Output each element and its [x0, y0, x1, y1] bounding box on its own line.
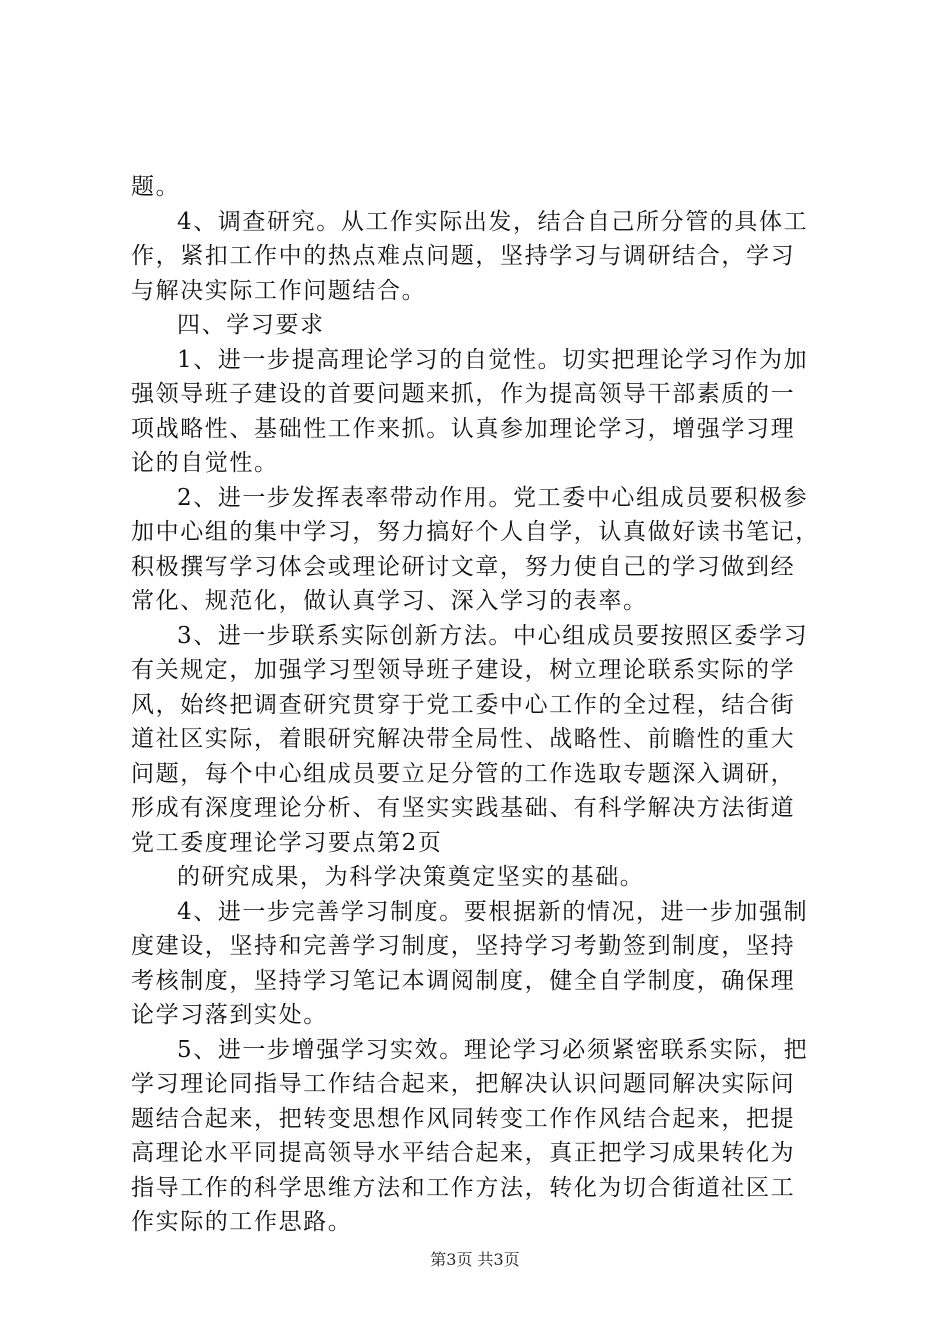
text-line: 论学习落到实处。: [131, 1002, 328, 1028]
text-line: 常化、规范化，做认真学习、深入学习的表率。: [131, 588, 648, 614]
text-line: 积极撰写学习体会或理论研讨文章，努力使自己的学习做到经: [131, 553, 796, 580]
text-line: 4、进一步完善学习制度。要根据新的情况，进一步加强制: [177, 898, 809, 925]
text-line: 题。: [131, 174, 181, 200]
text-line: 项战略性、基础性工作来抓。认真参加理论学习，增强学习理: [131, 415, 796, 442]
text-line: 道社区实际，着眼研究解决带全局性、战略性、前瞻性的重大: [131, 726, 796, 752]
text-line: 四、学习要求: [177, 312, 325, 338]
text-line: 加中心组的集中学习，努力搞好个人自学，认真做好读书笔记，: [131, 519, 820, 545]
text-line: 党工委度理论学习要点第2页: [131, 829, 443, 856]
text-line: 作实际的工作思路。: [131, 1209, 353, 1235]
text-line: 指导工作的科学思维方法和工作方法，转化为切合街道社区工: [131, 1174, 796, 1201]
page-footer: 第3页 共3页: [430, 1250, 520, 1269]
text-line: 的研究成果，为科学决策奠定坚实的基础。: [177, 864, 645, 890]
text-line: 5、进一步增强学习实效。理论学习必须紧密联系实际，把: [177, 1036, 809, 1063]
text-line: 度建设，坚持和完善学习制度，坚持学习考勤签到制度，坚持: [131, 933, 796, 959]
text-line: 学习理论同指导工作结合起来，把解决认识问题同解决实际问: [131, 1071, 796, 1097]
text-line: 考核制度，坚持学习笔记本调阅制度，健全自学制度，确保理: [131, 967, 796, 994]
text-line: 形成有深度理论分析、有坚实实践基础、有科学解决方法街道: [131, 795, 796, 821]
text-line: 作，紧扣工作中的热点难点问题，坚持学习与调研结合，学习: [131, 243, 796, 269]
text-line: 强领导班子建设的首要问题来抓，作为提高领导干部素质的一: [131, 381, 796, 407]
text-line: 风，始终把调查研究贯穿于党工委中心工作的全过程，结合街: [131, 691, 796, 718]
text-line: 论的自觉性。: [131, 450, 279, 476]
text-line: 有关规定，加强学习型领导班子建设，树立理论联系实际的学: [131, 657, 796, 683]
text-line: 与解决实际工作问题结合。: [131, 277, 427, 304]
text-line: 3、进一步联系实际创新方法。中心组成员要按照区委学习: [177, 622, 809, 649]
text-line: 1、进一步提高理论学习的自觉性。切实把理论学习作为加: [177, 346, 809, 373]
text-line: 高理论水平同提高领导水平结合起来，真正把学习成果转化为: [131, 1140, 796, 1166]
text-line: 2、进一步发挥表率带动作用。党工委中心组成员要积极参: [177, 484, 809, 511]
text-line: 4、调查研究。从工作实际出发，结合自己所分管的具体工: [177, 208, 809, 235]
document-body: [131, 170, 831, 1240]
text-line: 问题，每个中心组成员要立足分管的工作选取专题深入调研，: [131, 760, 796, 787]
text-line: 题结合起来，把转变思想作风同转变工作作风结合起来，把提: [131, 1105, 796, 1132]
